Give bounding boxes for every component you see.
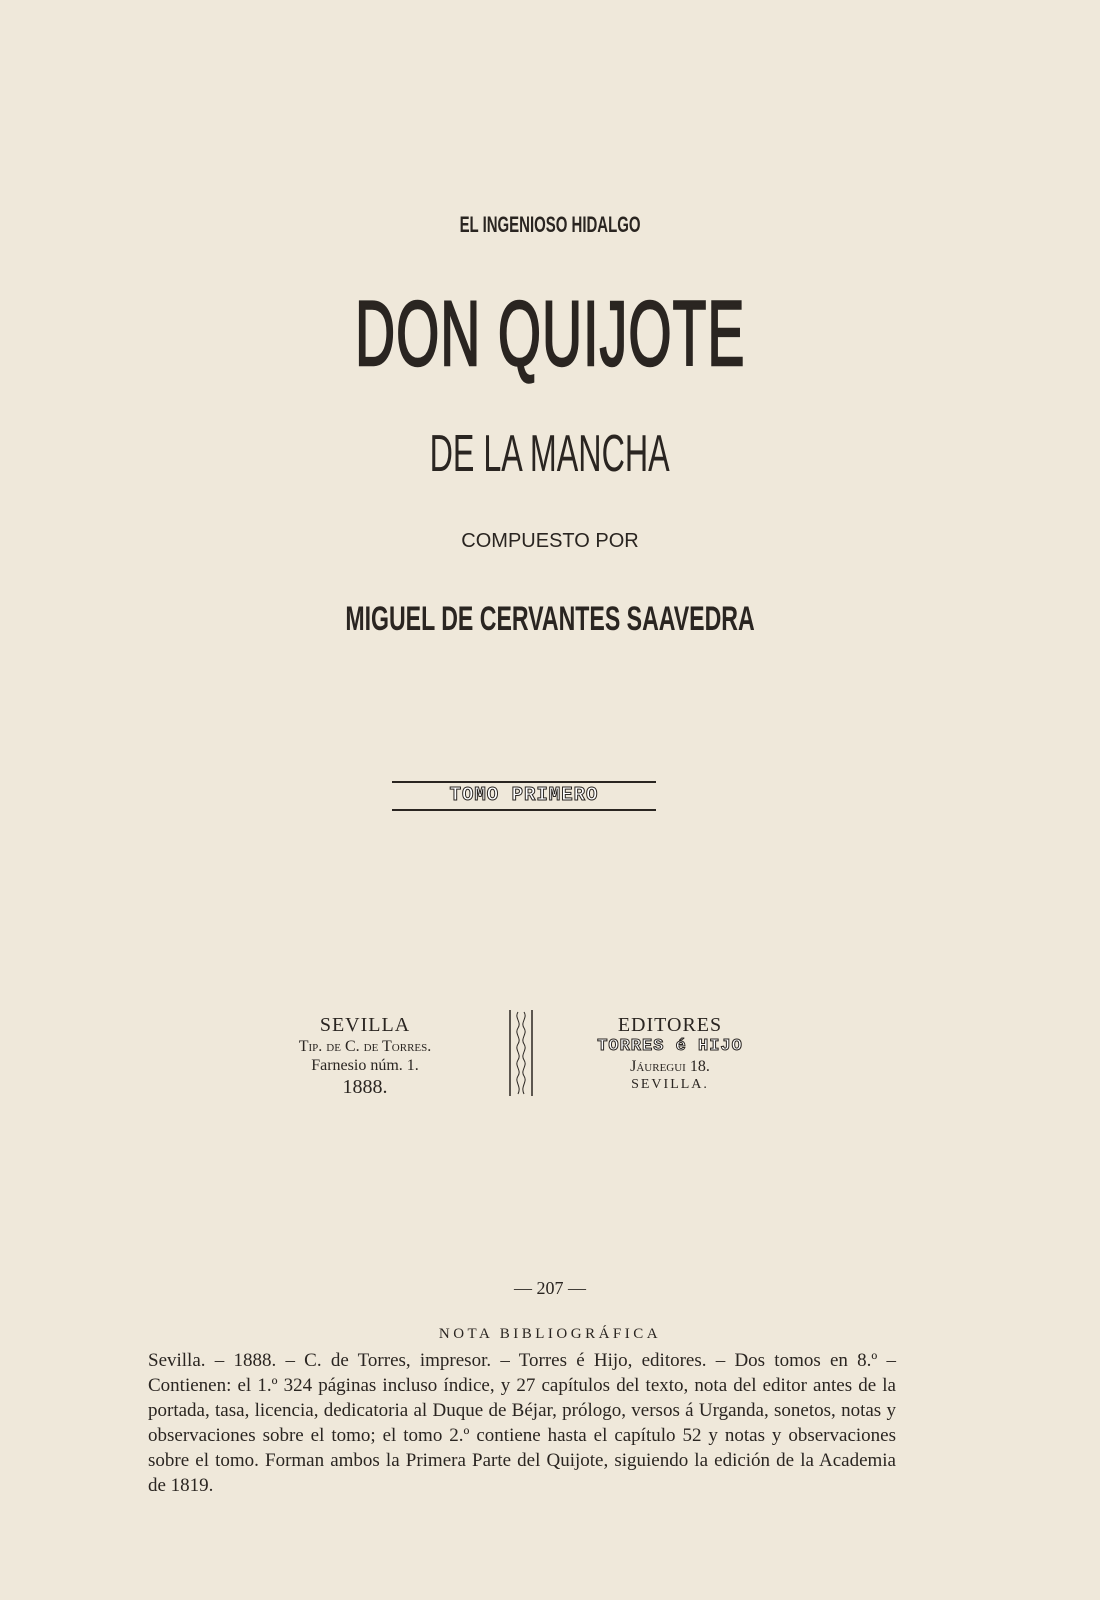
imprint-publisher-city: SEVILLA.	[631, 1076, 709, 1092]
imprint-publisher-name: TORRES é HIJO	[597, 1037, 743, 1056]
imprint-publisher-address: Jáuregui 18.	[630, 1058, 710, 1076]
title-prefix: EL INGENIOSO HIDALGO	[459, 212, 641, 237]
volume-label-box	[392, 781, 656, 811]
imprint-year: 1888.	[342, 1076, 388, 1099]
subtitle: DE LA MANCHA	[429, 425, 671, 483]
ornament-divider-icon	[509, 1010, 533, 1096]
imprint-printer	[240, 1013, 490, 1099]
rule-top	[392, 781, 656, 783]
imprint-label: EDITORES	[617, 1014, 723, 1036]
imprint-address: Farnesio núm. 1.	[311, 1057, 419, 1075]
imprint-printer-name: Tip. de C. de Torres.	[298, 1038, 432, 1055]
rule-bottom	[392, 809, 656, 811]
author-name: MIGUEL DE CERVANTES SAAVEDRA	[345, 600, 755, 638]
author-intro: COMPUESTO POR	[461, 530, 639, 552]
note-heading: NOTA BIBLIOGRÁFICA	[438, 1326, 662, 1342]
imprint-city: SEVILLA	[319, 1014, 411, 1036]
page-number: — 207 —	[514, 1278, 586, 1298]
note-body: Sevilla. – 1888. – C. de Torres, impresor. – Torres é Hijo, editores. – Dos tomos en 8.º – Contienen: el 1.º 324 páginas incluso índice, y 27 capítulos del texto, nota del editor antes de la portada, tasa, licencia, dedicatoria al Duque de Béjar, prólogo, versos á Urganda, sonetos, notas y observaciones sobre el tomo; el tomo 2.º contiene hasta el capítulo 52 y notas y observaciones sobre el tomo. Forman ambos la Primera Parte del Quijote, siguiendo la edición de la Academia de 1819.	[148, 1350, 896, 1496]
imprint-publisher	[540, 1013, 800, 1093]
main-title: DON QUIJOTE	[354, 283, 746, 385]
volume-label: TOMO PRIMERO	[449, 784, 599, 806]
